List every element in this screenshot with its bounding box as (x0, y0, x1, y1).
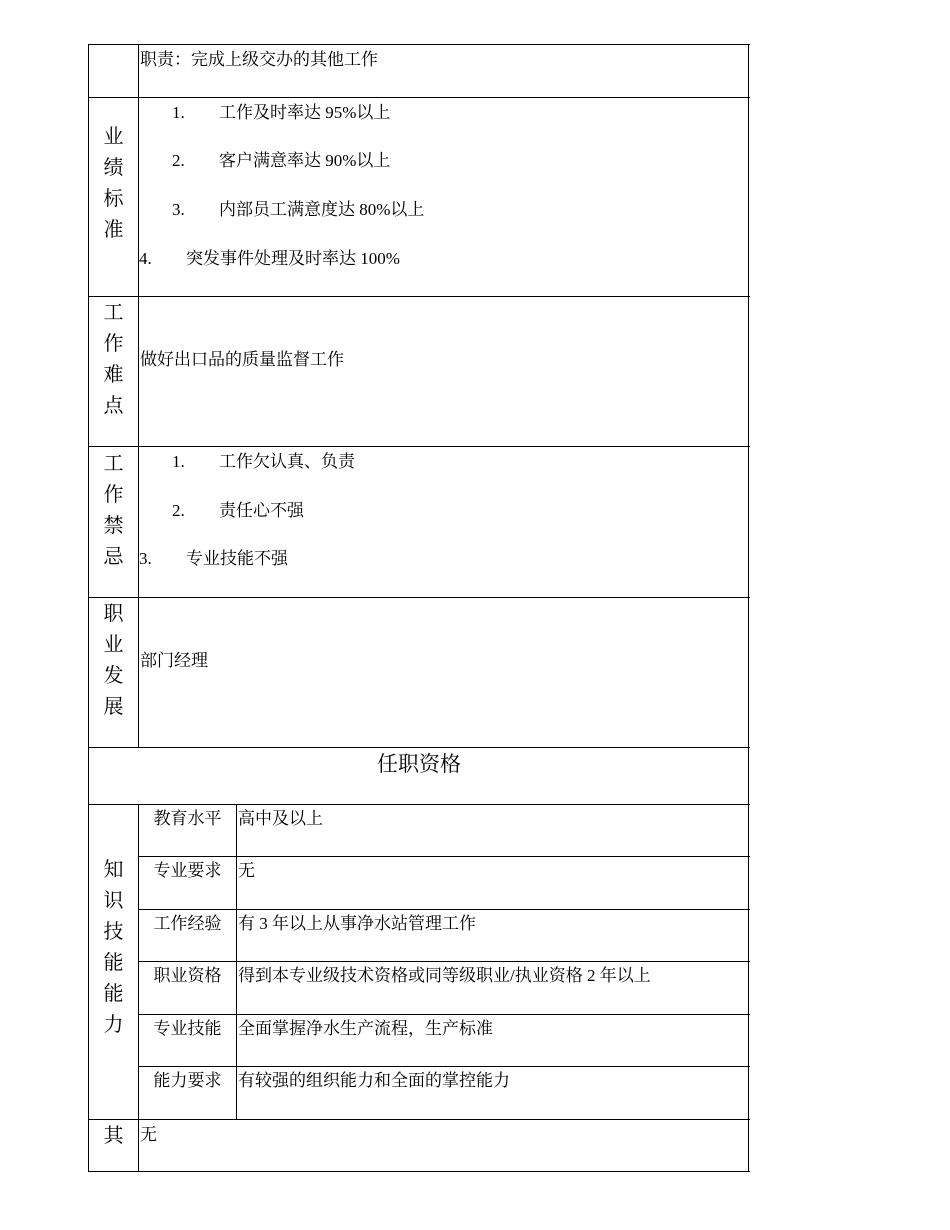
border-bottom (88, 1171, 750, 1172)
career-text: 部门经理 (140, 651, 208, 670)
duty-extra-text: 职责：完成上级交办的其他工作 (140, 50, 378, 69)
key-column-divider (236, 804, 237, 1119)
difficulty-text: 做好出口品的质量监督工作 (140, 350, 344, 369)
difficulty-label: 工 作 难 点 (103, 302, 124, 417)
subrow-divider (139, 1014, 750, 1015)
list-item: 专业技能不强 (186, 549, 288, 568)
experience-value: 有 3 年以上从事净水站管理工作 (238, 914, 476, 933)
subrow-divider (139, 961, 750, 962)
list-item: 工作欠认真、负责 (219, 452, 355, 471)
career-label: 职 业 发 展 (103, 603, 124, 718)
list-item: 客户满意率达 90%以上 (219, 151, 391, 170)
row-divider (88, 804, 750, 805)
list-item-number: 1. (172, 103, 185, 122)
list-item: 责任心不强 (219, 501, 304, 520)
performance-label: 业 绩 标 准 (103, 126, 124, 241)
major-key: 专业要求 (153, 861, 222, 880)
experience-key: 工作经验 (153, 914, 222, 933)
taboo-label: 工 作 禁 忌 (103, 453, 124, 568)
list-item-number: 1. (172, 452, 185, 471)
ability-key: 能力要求 (153, 1071, 222, 1090)
row-divider (88, 597, 750, 598)
major-value: 无 (238, 861, 255, 880)
other-label: 其 (103, 1125, 124, 1147)
row-divider (88, 1119, 750, 1120)
list-item-number: 3. (139, 549, 152, 568)
row-divider (88, 747, 750, 748)
border-top (88, 44, 750, 45)
subrow-divider (139, 856, 750, 857)
list-item: 内部员工满意度达 80%以上 (219, 200, 425, 219)
education-key: 教育水平 (153, 809, 222, 828)
row-divider (88, 446, 750, 447)
list-item: 突发事件处理及时率达 100% (186, 249, 400, 268)
subrow-divider (139, 909, 750, 910)
list-item-number: 2. (172, 151, 185, 170)
ability-value: 有较强的组织能力和全面的掌控能力 (238, 1071, 510, 1090)
job-description-table (88, 44, 750, 1172)
other-text: 无 (140, 1125, 157, 1144)
subrow-divider (139, 1066, 750, 1067)
border-right (748, 44, 749, 1172)
qualification-heading: 任职资格 (377, 752, 461, 776)
education-value: 高中及以上 (238, 809, 323, 828)
row-divider (88, 97, 750, 98)
skill-key: 专业技能 (153, 1019, 222, 1038)
certification-key: 职业资格 (153, 966, 222, 985)
certification-value: 得到本专业级技术资格或同等级职业/执业资格 2 年以上 (238, 966, 651, 985)
list-item: 工作及时率达 95%以上 (219, 103, 391, 122)
knowledge-label: 知 识 技 能 能 力 (103, 859, 124, 1036)
list-item-number: 4. (139, 249, 152, 268)
skill-value: 全面掌握净水生产流程，生产标准 (238, 1019, 493, 1038)
list-item-number: 3. (172, 200, 185, 219)
list-item-number: 2. (172, 501, 185, 520)
row-divider (88, 296, 750, 297)
